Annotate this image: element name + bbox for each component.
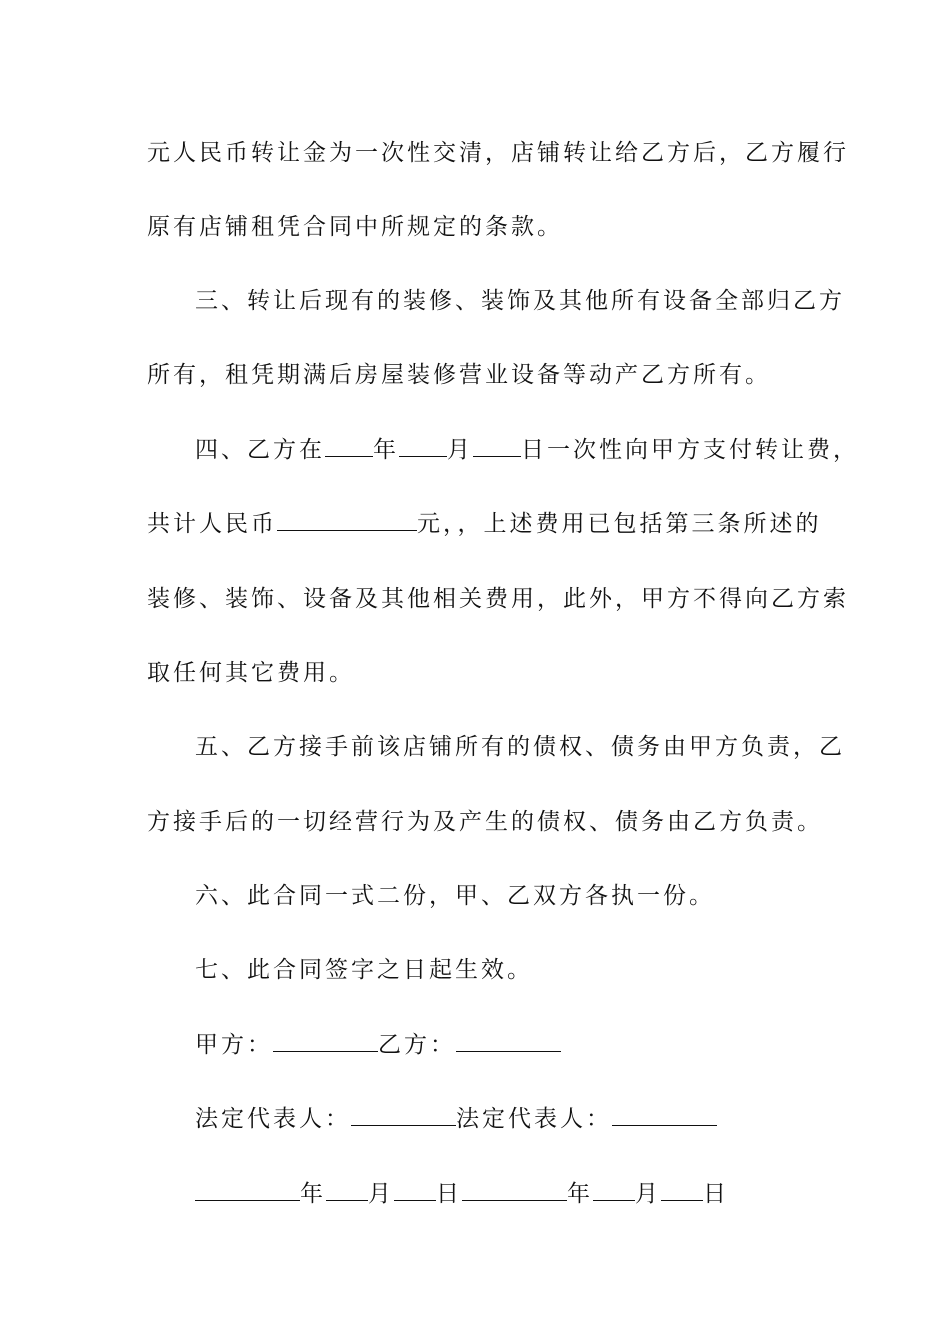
year-label: 年 bbox=[373, 437, 399, 463]
day-blank bbox=[473, 436, 521, 457]
clause-6: 六、此合同一式二份，甲、乙双方各执一份。 bbox=[195, 883, 715, 909]
date-b-year-blank bbox=[462, 1180, 567, 1201]
amount-blank bbox=[277, 510, 417, 531]
clause-5-line-2: 方接手后的一切经营行为及产生的债权、债务由乙方负责。 bbox=[147, 809, 823, 835]
party-a-blank bbox=[273, 1031, 378, 1052]
text-line-2: 原有店铺租凭合同中所规定的条款。 bbox=[147, 214, 563, 240]
clause-5-line-1: 五、乙方接手前该店铺所有的债权、债务由甲方负责，乙 bbox=[195, 734, 845, 760]
date-b-year-label: 年 bbox=[567, 1181, 593, 1207]
date-b-day-label: 日 bbox=[703, 1181, 729, 1207]
date-a-day-blank bbox=[394, 1180, 436, 1201]
rep-b-label: 法定代表人： bbox=[456, 1106, 612, 1132]
clause-4-prefix: 四、乙方在 bbox=[195, 437, 325, 463]
rep-a-label: 法定代表人： bbox=[195, 1106, 351, 1132]
rep-a-blank bbox=[351, 1105, 456, 1126]
year-blank bbox=[325, 436, 373, 457]
date-b-month-label: 月 bbox=[635, 1181, 661, 1207]
clause-4-line-3: 装修、装饰、设备及其他相关费用，此外，甲方不得向乙方索 bbox=[147, 586, 849, 612]
rep-b-blank bbox=[612, 1105, 717, 1126]
clause-4-line-2-suffix: 元，，上述费用已包括第三条所述的 bbox=[417, 511, 822, 537]
clause-4-line-4: 取任何其它费用。 bbox=[147, 660, 355, 686]
clause-3-line-1: 三、转让后现有的装修、装饰及其他所有设备全部归乙方 bbox=[195, 288, 845, 314]
clause-3-line-2: 所有，租凭期满后房屋装修营业设备等动产乙方所有。 bbox=[147, 362, 771, 388]
clause-4-line-2 bbox=[147, 508, 827, 540]
date-line bbox=[195, 1178, 875, 1210]
date-a-year-label: 年 bbox=[300, 1181, 326, 1207]
month-blank bbox=[399, 436, 447, 457]
date-a-year-blank bbox=[195, 1180, 300, 1201]
clause-4-line-2-prefix: 共计人民币 bbox=[147, 511, 277, 537]
date-a-day-label: 日 bbox=[436, 1181, 462, 1207]
date-a-month-label: 月 bbox=[368, 1181, 394, 1207]
clause-7: 七、此合同签字之日起生效。 bbox=[195, 957, 533, 983]
date-a-month-blank bbox=[326, 1180, 368, 1201]
text-line-1: 元人民币转让金为一次性交清，店铺转让给乙方后，乙方履行 bbox=[147, 140, 849, 166]
clause-4-day-suffix: 日一次性向甲方支付转让费， bbox=[521, 437, 859, 463]
date-b-day-blank bbox=[661, 1180, 703, 1201]
party-b-label: 乙方： bbox=[378, 1032, 456, 1058]
clause-4-line-1 bbox=[195, 434, 875, 466]
party-b-blank bbox=[456, 1031, 561, 1052]
month-label: 月 bbox=[447, 437, 473, 463]
party-a-label: 甲方： bbox=[195, 1032, 273, 1058]
date-b-month-blank bbox=[593, 1180, 635, 1201]
representative-line bbox=[195, 1103, 875, 1135]
party-signature-line bbox=[195, 1029, 875, 1061]
